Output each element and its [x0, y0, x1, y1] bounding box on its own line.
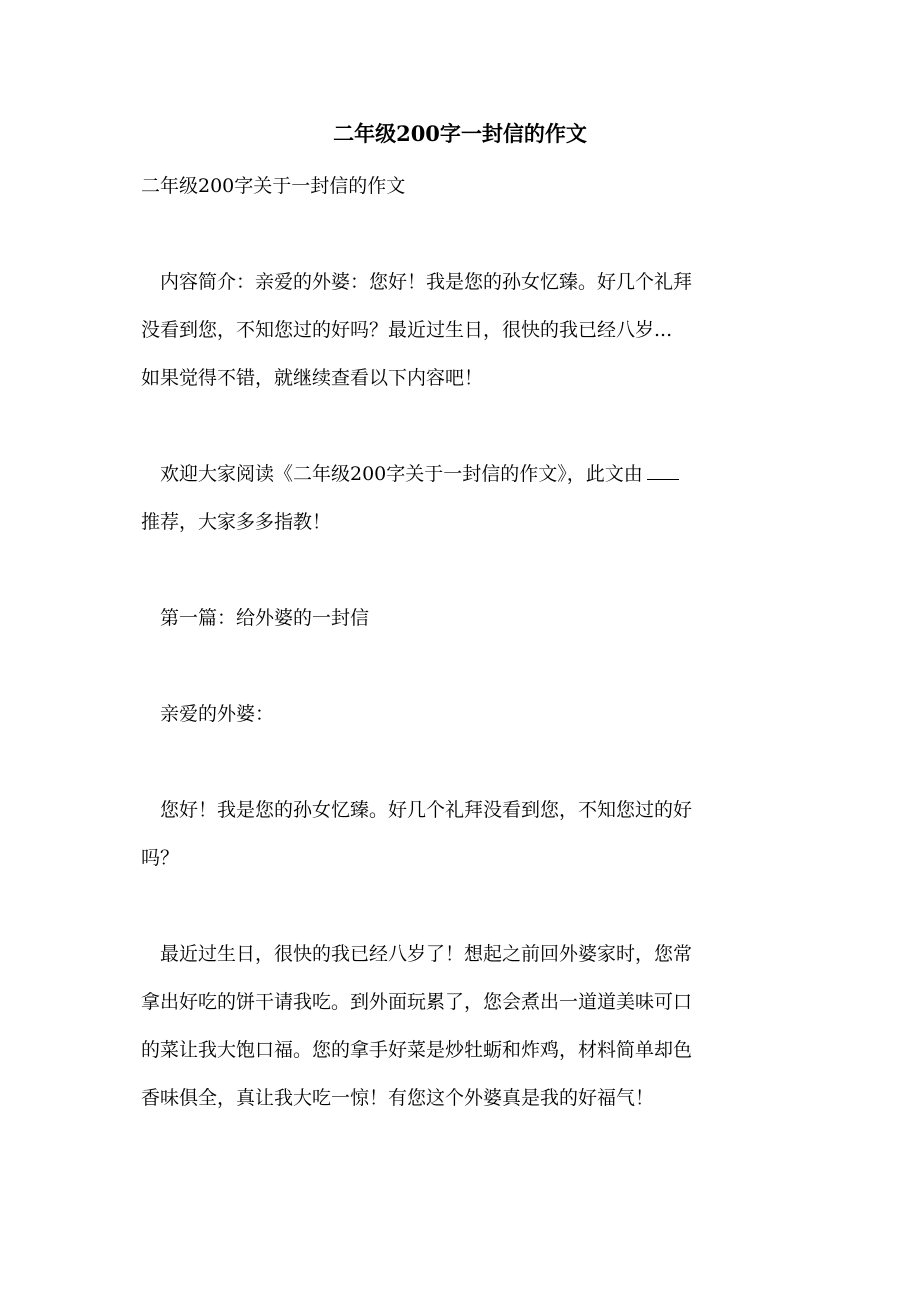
paragraph-line: 最近过生日，很快的我已经八岁了！想起之前回外婆家时，您常 — [141, 943, 693, 965]
letter-greeting-text: 亲爱的外婆： — [141, 703, 275, 725]
section-heading-text: 第一篇：给外婆的一封信 — [141, 607, 370, 629]
welcome-line: 推荐，大家多多指教！ — [141, 511, 332, 533]
paragraph-line: 吗？ — [141, 847, 180, 869]
welcome-paragraph — [141, 450, 781, 546]
paragraph-line: 您好！我是您的孙女忆臻。好几个礼拜没看到您，不知您过的好 — [141, 799, 693, 821]
intro-line: 内容简介：亲爱的外婆：您好！我是您的孙女忆臻。好几个礼拜 — [141, 271, 693, 293]
welcome-text: 欢迎大家阅读《二年级200字关于一封信的作文》，此文由 — [141, 463, 643, 485]
letter-greeting — [141, 690, 781, 738]
paragraph-line: 的菜让我大饱口福。您的拿手好菜是炒牡蛎和炸鸡，材料简单却色 — [141, 1039, 693, 1061]
welcome-line — [141, 450, 781, 498]
section-heading — [141, 594, 781, 642]
document-subtitle: 二年级200字关于一封信的作文 — [141, 175, 406, 197]
intro-line: 如果觉得不错，就继续查看以下内容吧！ — [141, 367, 484, 389]
paragraph-line: 拿出好吃的饼干请我吃。到外面玩累了，您会煮出一道道美味可口 — [141, 991, 693, 1013]
intro-paragraph — [141, 258, 781, 402]
letter-paragraph-1 — [141, 786, 781, 882]
paragraph-line: 香味俱全，真让我大吃一惊！有您这个外婆真是我的好福气！ — [141, 1087, 655, 1109]
intro-line: 没看到您，不知您过的好吗？最近过生日，很快的我已经八岁... — [141, 319, 673, 341]
letter-paragraph-2 — [141, 930, 781, 1122]
document-title: 二年级200字一封信的作文 — [333, 121, 587, 146]
author-blank — [647, 465, 679, 480]
